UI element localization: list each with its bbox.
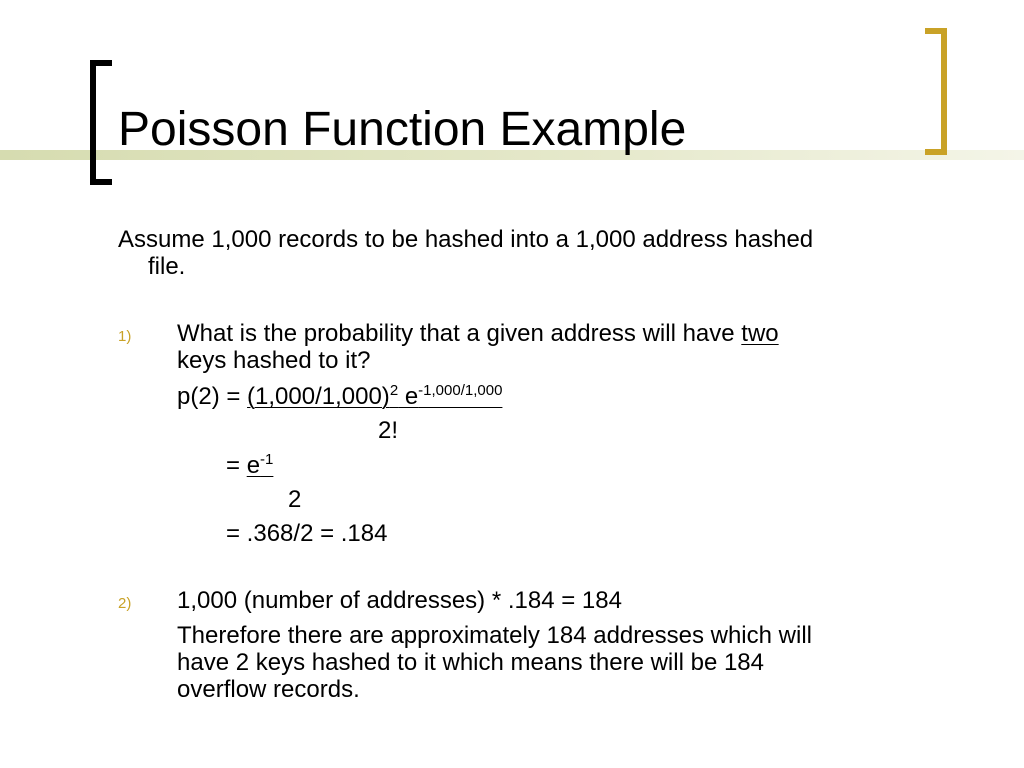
formula-step2-equals: = bbox=[226, 452, 247, 479]
formula-p2-base: (1,000/1,000) bbox=[247, 383, 390, 410]
formula-step2-e: e bbox=[246, 452, 261, 479]
formula-step2-denominator: 2 bbox=[288, 486, 302, 513]
formula-p2-denominator: 2! bbox=[378, 417, 399, 444]
item2-paragraph-line-3: overflow records. bbox=[177, 676, 360, 703]
intro-line-2: file. bbox=[148, 253, 186, 280]
formula-p2-e: e bbox=[398, 383, 419, 410]
formula-step2 bbox=[226, 452, 273, 479]
item1-underlined-word: two bbox=[741, 320, 779, 347]
formula-p2-exponent-2: -1,000/1,000 bbox=[418, 382, 503, 399]
slide-title: Poisson Function Example bbox=[118, 103, 687, 156]
item1-question-line-2: keys hashed to it? bbox=[177, 347, 371, 374]
intro-line-1: Assume 1,000 records to be hashed into a 1,000 address hashed bbox=[118, 226, 814, 253]
formula-p2-label: p(2) = bbox=[177, 383, 248, 410]
list-number-1: 1) bbox=[118, 328, 132, 345]
item2-line-1: 1,000 (number of addresses) * .184 = 184 bbox=[177, 587, 622, 614]
formula-step2-exponent: -1 bbox=[260, 451, 274, 468]
formula-p2-exponent-1: 2 bbox=[389, 382, 399, 399]
formula-p2-numerator bbox=[247, 383, 502, 410]
item1-question-line-1 bbox=[177, 320, 779, 347]
list-number-2: 2) bbox=[118, 595, 132, 612]
item2-paragraph-line-2: have 2 keys hashed to it which means there will be 184 bbox=[177, 649, 765, 676]
left-bracket-decoration bbox=[90, 60, 112, 185]
formula-step2-numerator bbox=[247, 452, 274, 479]
formula-step3: = .368/2 = .184 bbox=[226, 520, 388, 547]
formula-p2 bbox=[177, 383, 502, 410]
item2-paragraph-line-1: Therefore there are approximately 184 addresses which will bbox=[177, 622, 812, 649]
right-bracket-decoration bbox=[925, 28, 947, 155]
item1-question-text: What is the probability that a given address will have bbox=[177, 320, 742, 347]
